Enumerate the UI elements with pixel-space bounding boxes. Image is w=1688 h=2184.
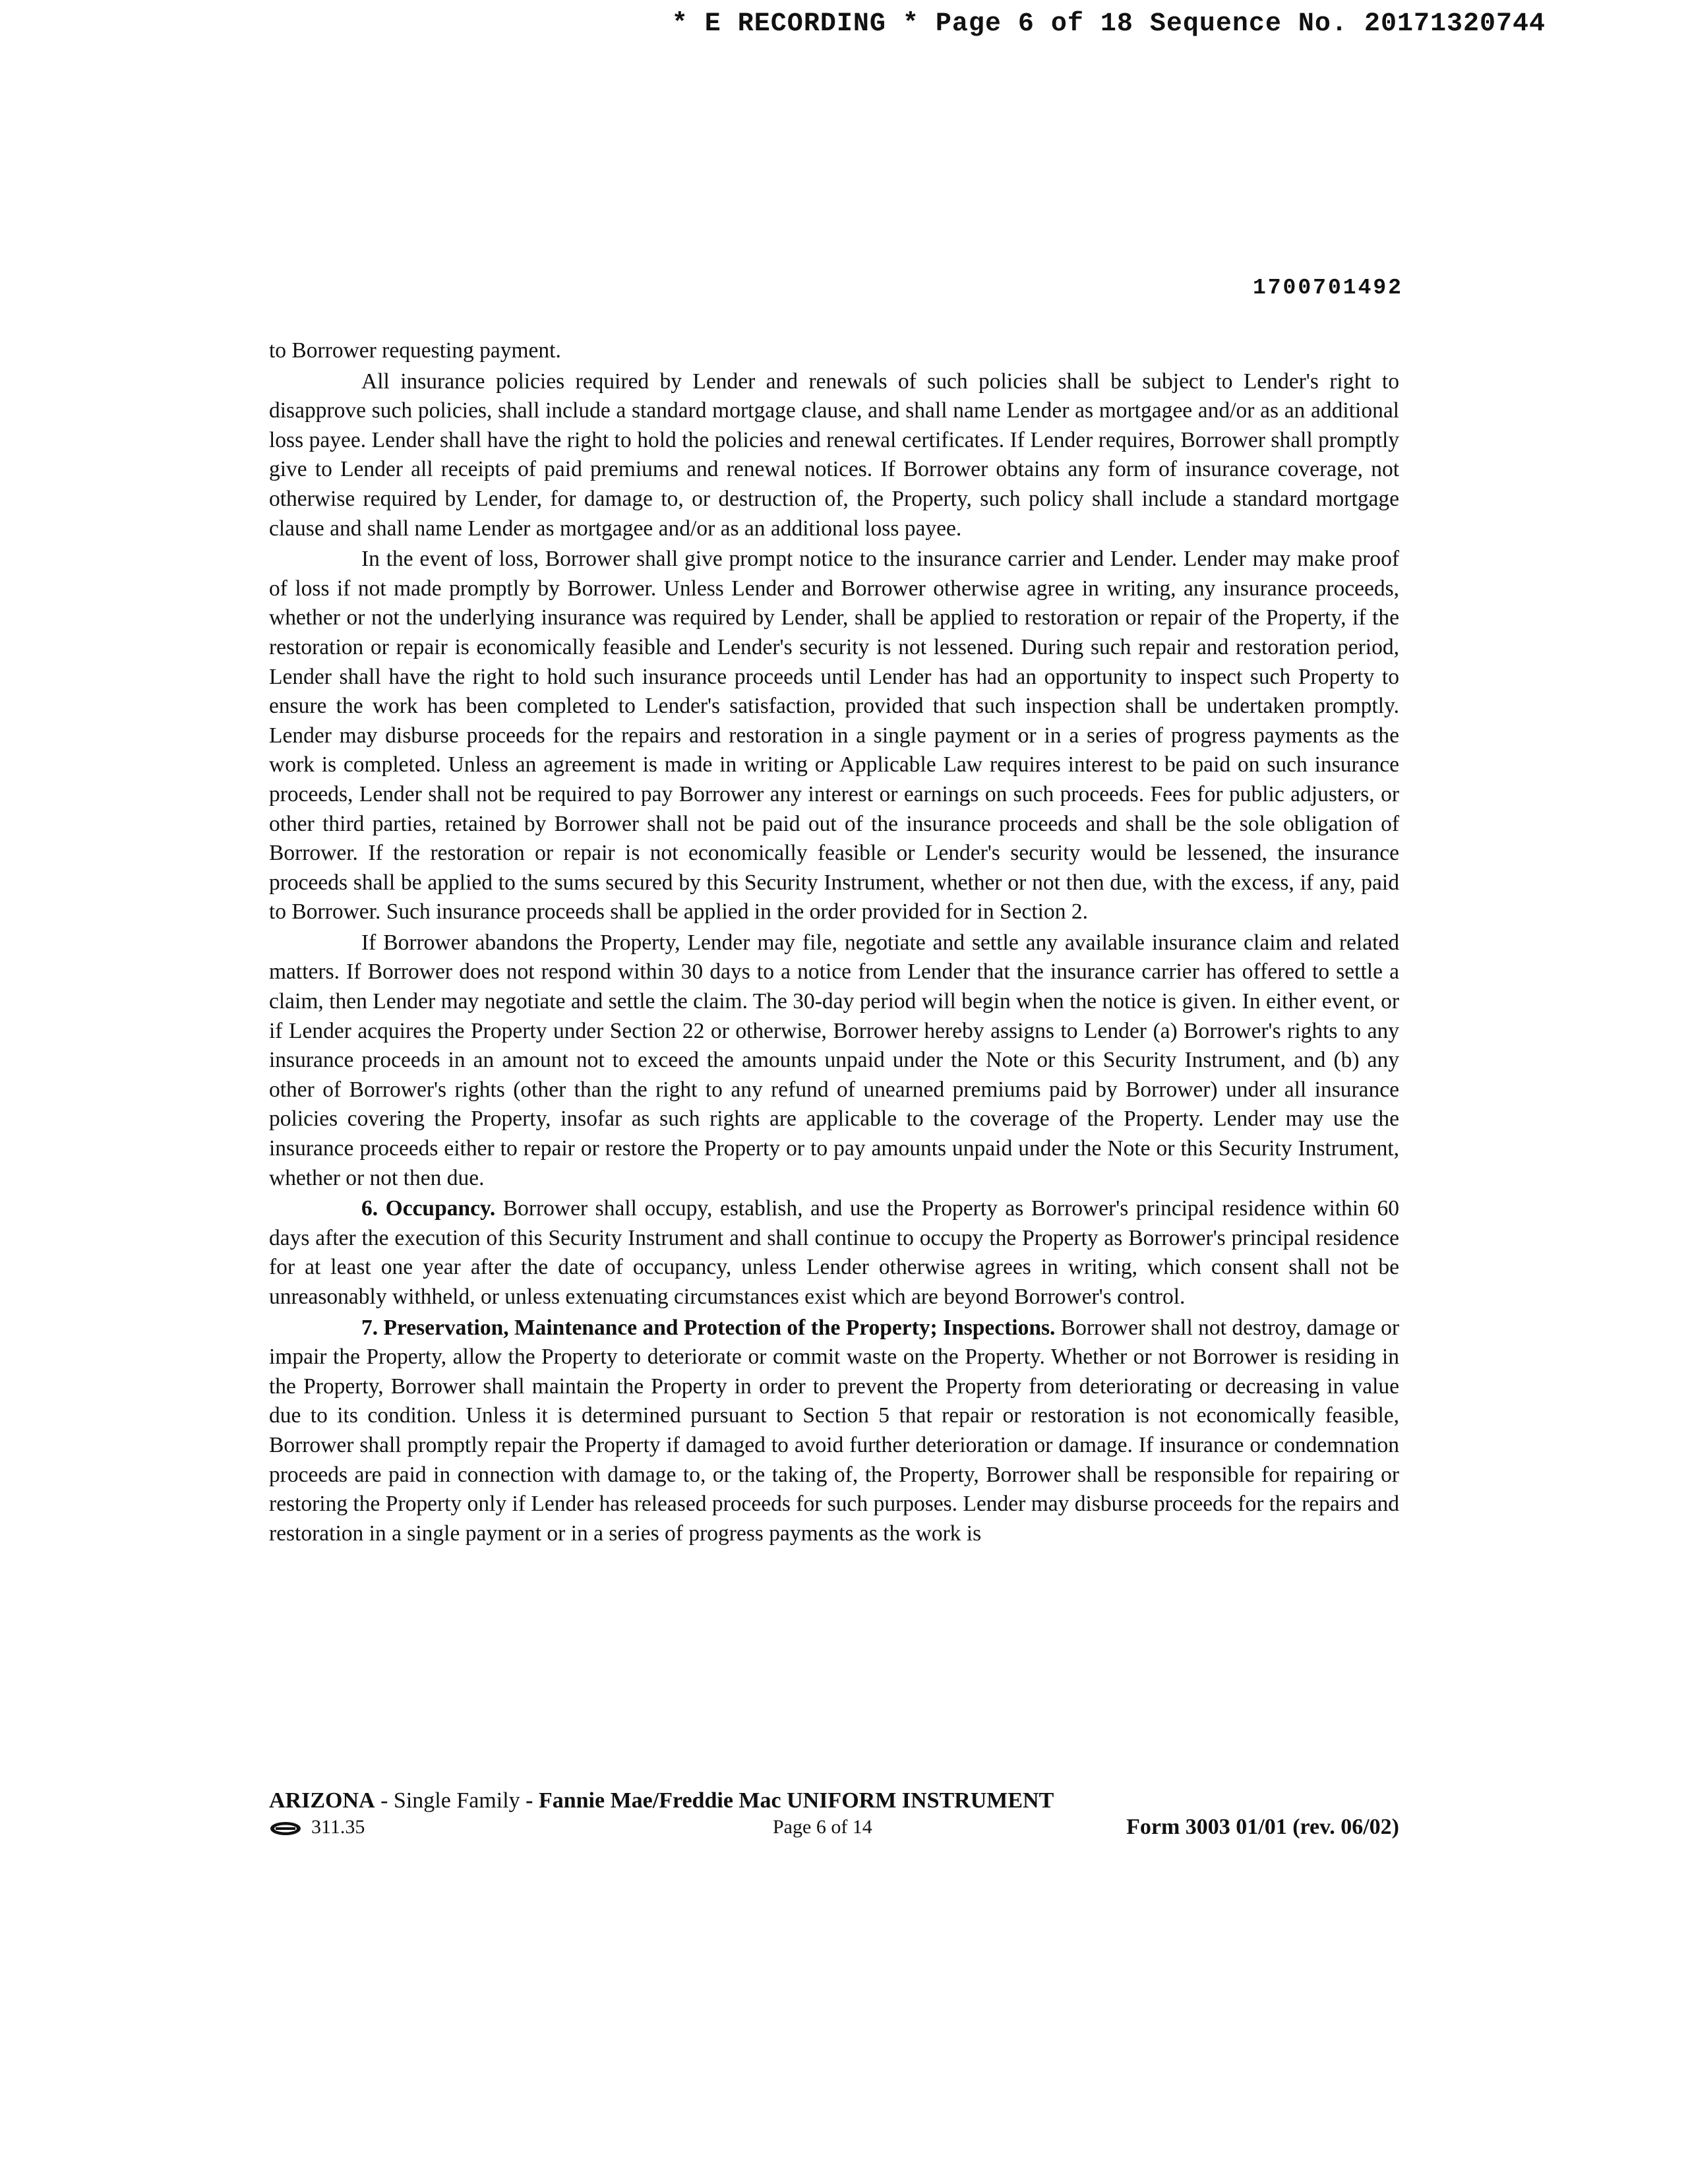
paragraph-continuation [269,336,1399,366]
footer-separator: - [520,1788,539,1813]
footer-logo-code [269,1816,365,1838]
section-heading-preservation: 7. Preservation, Maintenance and Protection of the Property; Inspections. [361,1315,1056,1340]
page-footer [269,1788,1399,1844]
paragraph-text: Borrower shall occupy, establish, and use the Property as Borrower's principal residence within 60 days after the execution of this Security Instrument and shall continue to occupy the Property as Borrower's principal residence for at least one year after the date of occupancy, unless Lender otherwise agrees in writing, which consent shall not be unreasonably withheld, or unless extenuating circumstances exist which are beyond Borrower's control. [269,1196,1399,1309]
vmp-logo-icon [269,1819,302,1835]
footer-code: 311.35 [311,1816,365,1838]
paragraph-text: If Borrower abandons the Property, Lender may file, negotiate and settle any available insurance claim and related matters. If Borrower does not respond within 30 days to a notice from Lender that the insurance carrier has offered to settle a claim, then Lender may negotiate and settle the claim. The 30-day period will begin when the notice is given. In either event, or if Lender acquires the Property under Section 22 or otherwise, Borrower hereby assigns to Lender (a) Borrower's rights to any insurance proceeds in an amount not to exceed the amounts unpaid under the Note or this Security Instrument, and (b) any other of Borrower's rights (other than the right to any refund of unearned premiums paid by Borrower) under all insurance policies covering the Property, insofar as such rights are applicable to the coverage of the Property. Lender may use the insurance proceeds either to repair or restore the Property or to pay amounts unpaid under the Note or this Security Instrument, whether or not then due. [269,930,1399,1190]
paragraph-preservation [269,1314,1399,1549]
footer-family: Single Family [393,1788,520,1813]
document-body [269,336,1399,1550]
paragraph-event-of-loss [269,545,1399,927]
footer-page-number: Page 6 of 14 [773,1816,872,1838]
recording-header: * E RECORDING * Page 6 of 18 Sequence No. 20171320744 [671,9,1546,39]
paragraph-text: Borrower shall not destroy, damage or impair the Property, allow the Property to deteriorate or commit waste on the Property. Whether or not Borrower is residing in the Property, Borrower shall maintain the Property in order to prevent the Property from deteriorating or decreasing in value due to its condition. Unless it is determined pursuant to Section 5 that repair or restoration is not economically feasible, Borrower shall promptly repair the Property if damaged to avoid further deterioration or damage. If insurance or condemnation proceeds are paid in connection with damage to, or the taking of, the Property, Borrower shall be responsible for repairing or restoring the Property only if Lender has released proceeds for such purposes. Lender may disburse proceeds for the repairs and restoration in a single payment or in a series of progress payments as the work is [269,1315,1400,1546]
footer-instrument: Fannie Mae/Freddie Mac UNIFORM INSTRUMENT [538,1788,1054,1813]
loan-number: 1700701492 [1252,276,1403,300]
paragraph-abandonment [269,928,1399,1193]
footer-state: ARIZONA [269,1788,375,1813]
section-heading-occupancy: 6. Occupancy. [361,1196,496,1221]
paragraph-text: In the event of loss, Borrower shall give prompt notice to the insurance carrier and Lender. Lender may make proof of loss if not made promptly by Borrower. Unless Lender and Borrower otherwise agree in writing, any insurance proceeds, whether or not the underlying insurance was required by Lender, shall be applied to restoration or repair of the Property, if the restoration or repair is economically feasible and Lender's security is not lessened. During such repair and restoration period, Lender shall have the right to hold such insurance proceeds until Lender has had an opportunity to inspect such Property to ensure the work has been completed to Lender's satisfaction, provided that such inspection shall be undertaken promptly. Lender may disburse proceeds for the repairs and restoration in a single payment or in a series of progress payments as the work is completed. Unless an agreement is made in writing or Applicable Law requires interest to be paid on such insurance proceeds, Lender shall not be required to pay Borrower any interest or earnings on such proceeds. Fees for public adjusters, or other third parties, retained by Borrower shall not be paid out of the insurance proceeds and shall be the sole obligation of Borrower. If the restoration or repair is not economically feasible or Lender's security would be lessened, the insurance proceeds shall be applied to the sums secured by this Security Instrument, whether or not then due, with the excess, if any, paid to Borrower. Such insurance proceeds shall be applied in the order provided for in Section 2. [269,547,1399,925]
footer-separator: - [375,1788,394,1813]
paragraph-insurance-policies [269,367,1399,544]
paragraph-text: to Borrower requesting payment. [269,338,561,363]
footer-form-title [269,1788,1399,1813]
paragraph-occupancy [269,1194,1399,1312]
footer-form-id: Form 3003 01/01 (rev. 06/02) [1126,1815,1399,1839]
footer-meta [269,1815,1399,1844]
paragraph-text: All insurance policies required by Lender and renewals of such policies shall be subject to Lender's right to disapprove such policies, shall include a standard mortgage clause, and shall name Lender as mortgagee and/or as an additional loss payee. Lender shall have the right to hold the policies and renewal certificates. If Lender requires, Borrower shall promptly give to Lender all receipts of paid premiums and renewal notices. If Borrower obtains any form of insurance coverage, not otherwise required by Lender, for damage to, or destruction of, the Property, such policy shall include a standard mortgage clause and shall name Lender as mortgagee and/or as an additional loss payee. [269,369,1399,541]
